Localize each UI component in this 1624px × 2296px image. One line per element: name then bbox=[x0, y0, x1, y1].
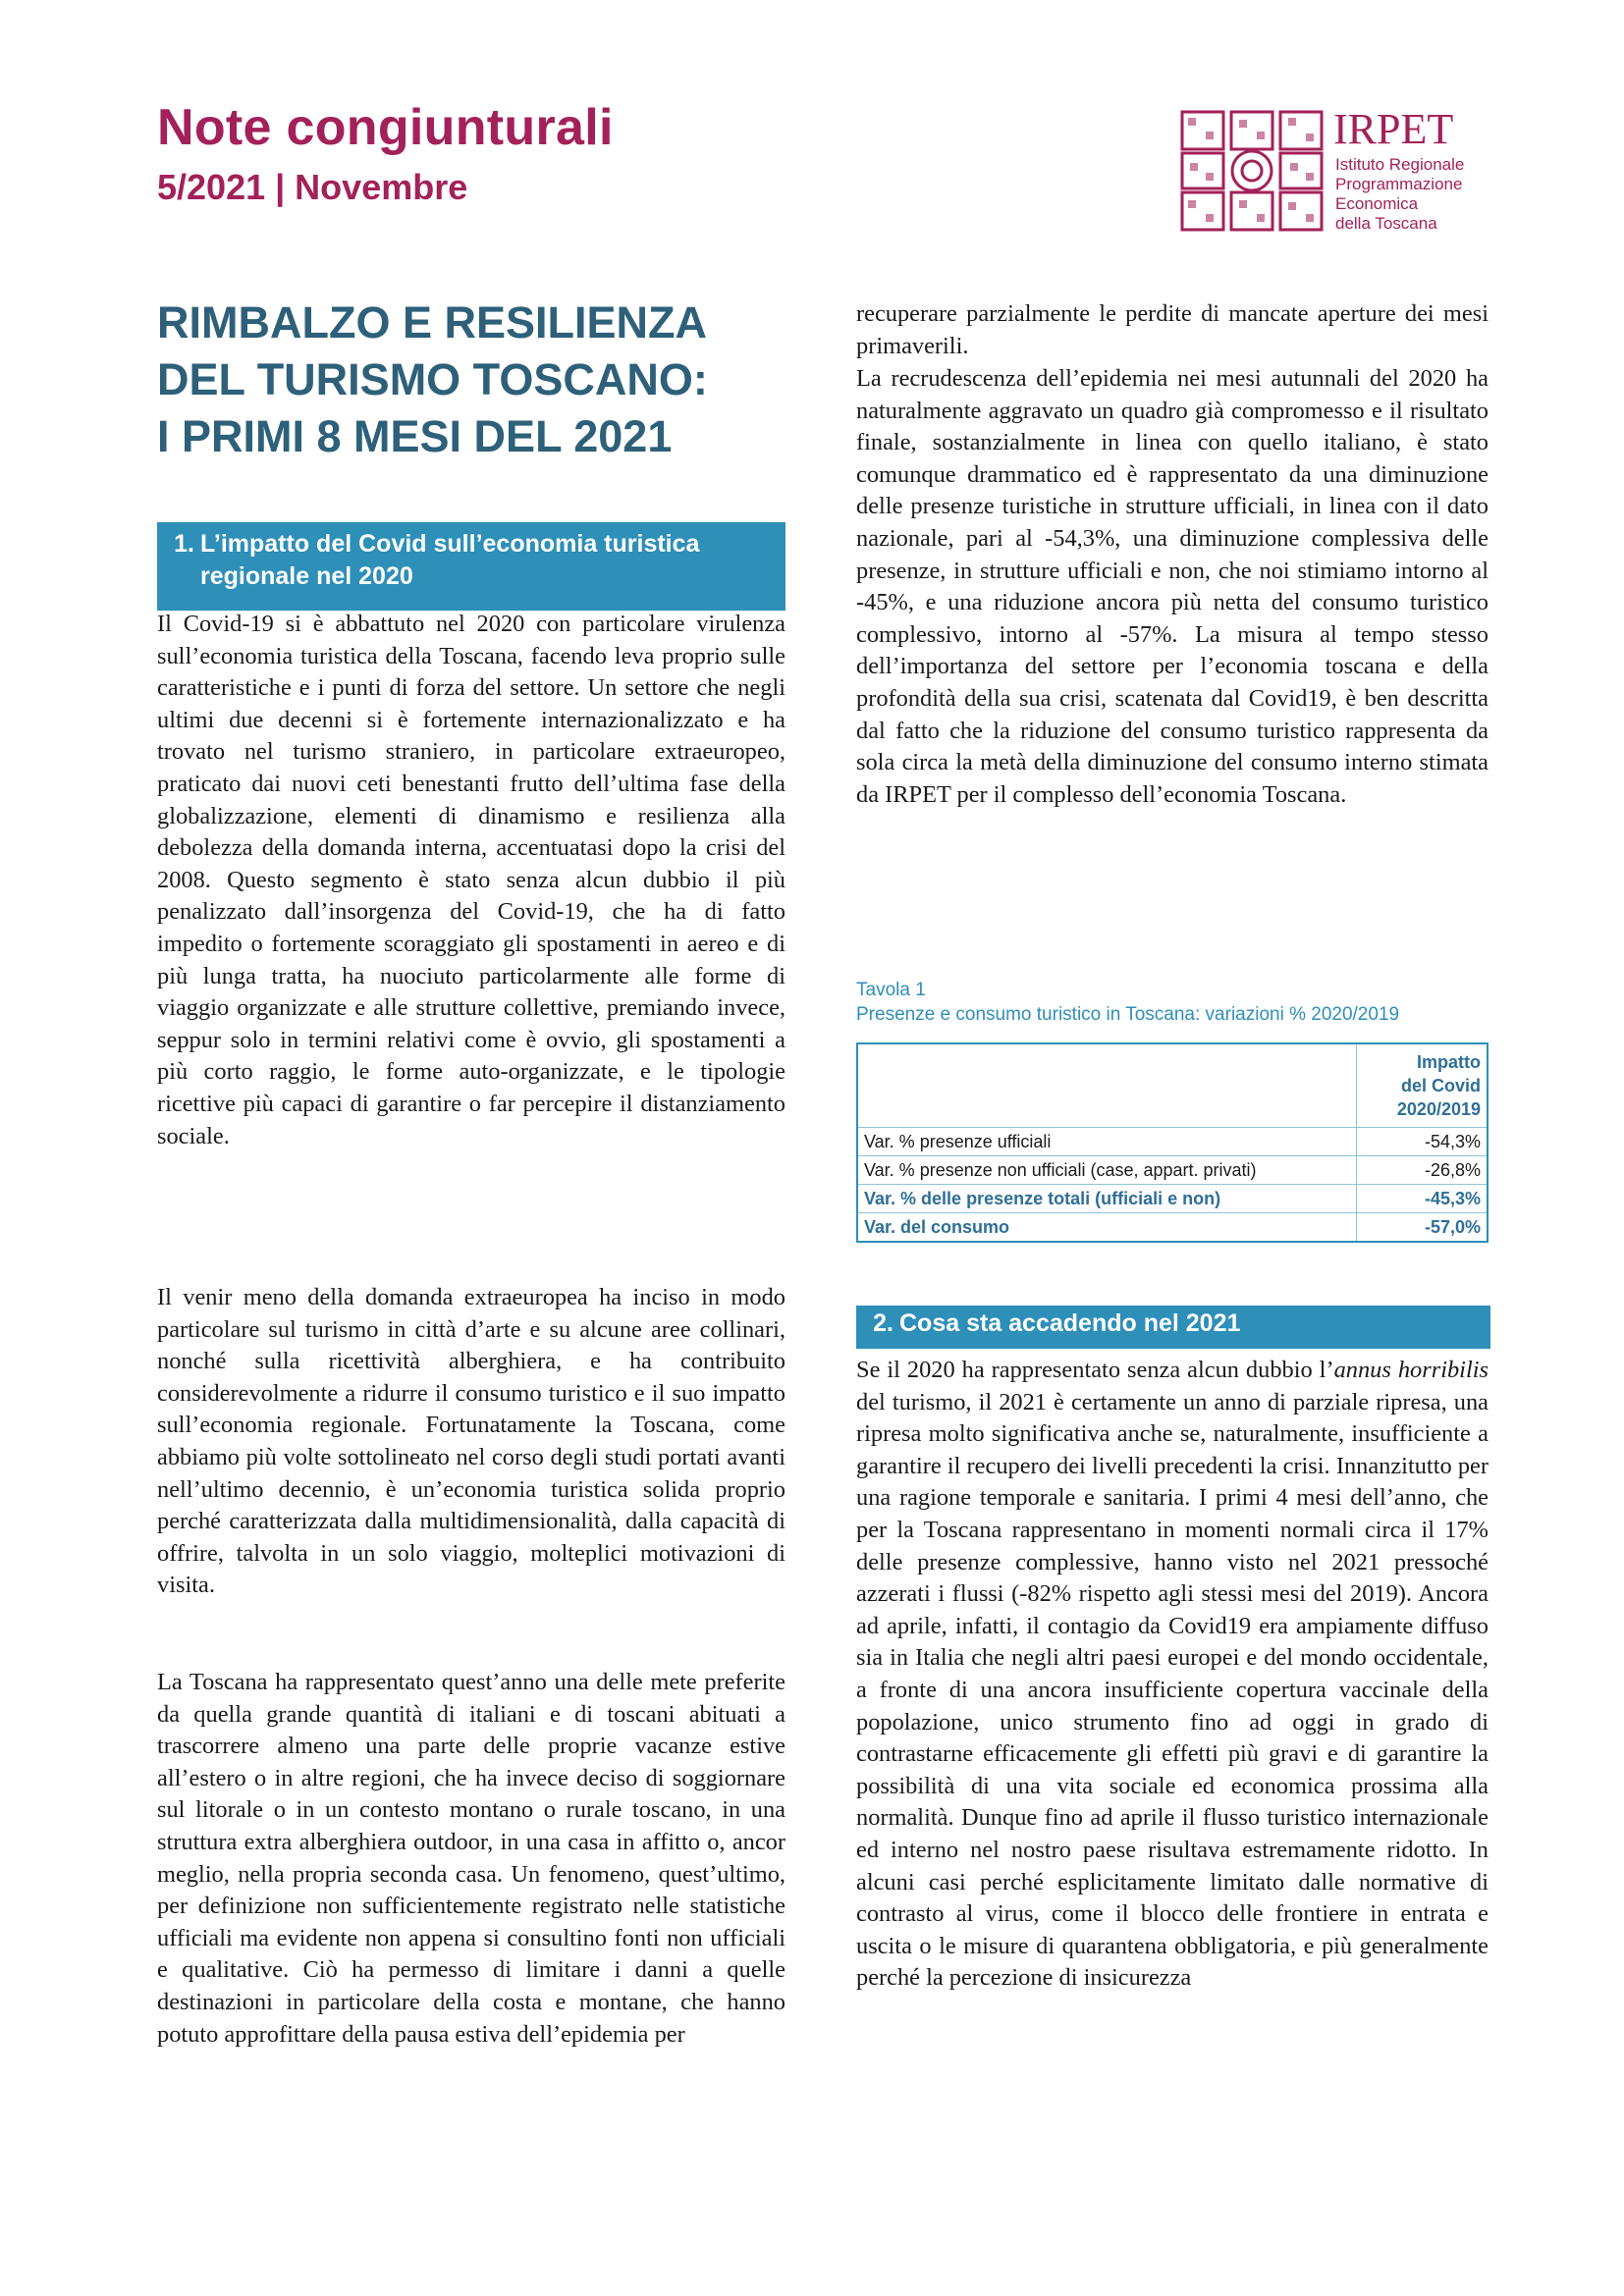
table-row-label: Var. del consumo bbox=[857, 1213, 1357, 1243]
logo-name: IRPET bbox=[1333, 105, 1454, 153]
section-2-heading bbox=[856, 1306, 1490, 1349]
section-number: 2. bbox=[873, 1309, 893, 1337]
table-row bbox=[857, 1128, 1488, 1156]
table-row-label: Var. % delle presenze totali (ufficiali e non) bbox=[857, 1185, 1357, 1213]
table-row-value: -54,3% bbox=[1357, 1128, 1489, 1156]
article-title-line: I PRIMI 8 MESI DEL 2021 bbox=[157, 411, 673, 461]
paragraph-italic-text: annus horribilis bbox=[1333, 1357, 1489, 1383]
irpet-logo bbox=[1178, 105, 1492, 236]
body-paragraph: recuperare parzialmente le perdite di mancate aperture dei mesi primaverili. bbox=[856, 300, 1489, 359]
table-row-value: -57,0% bbox=[1357, 1213, 1489, 1243]
table-header-row bbox=[857, 1043, 1488, 1128]
article-title bbox=[157, 294, 708, 465]
table-row bbox=[857, 1213, 1488, 1243]
tourism-variation-table bbox=[856, 1042, 1489, 1243]
article-title-line: DEL TURISMO TOSCANO: bbox=[157, 354, 708, 404]
table-row bbox=[857, 1185, 1488, 1213]
table-header-line: 2020/2019 bbox=[1396, 1099, 1481, 1119]
table-header-line: del Covid bbox=[1400, 1076, 1481, 1095]
body-paragraph bbox=[856, 1355, 1489, 1995]
table-caption-subtitle: Presenze e consumo turistico in Toscana: variazioni % 2020/2019 bbox=[856, 1004, 1400, 1025]
body-paragraph: Il venir meno della domanda extraeuropea ha inciso in modo particolare sul turismo in città d’arte e su alcune aree collinari, nonché sulla ricettività alberghiera, e ha contribuito considerevolmente a ridurre il consumo turistico e il suo impatto sull’economia regionale. Fortunatamente la Toscana, come abbiamo più volte sottolineato nel corso degli studi portati avanti nell’ultimo decennio, è un’economia turistica solida proprio perché caratterizzata dalla multidimensionalità, dalla capacità di offrire, talvolta in un solo viaggio, molteplici motivazioni di visita. bbox=[157, 1284, 785, 1599]
table-row bbox=[857, 1156, 1488, 1185]
publication-title: Note congiunturali bbox=[157, 99, 614, 156]
section-title: Cosa sta accadendo nel 2021 bbox=[899, 1309, 1241, 1337]
section-title: L’impatto del Covid sull’economia turistica regionale nel 2020 bbox=[200, 530, 700, 590]
section-number: 1. bbox=[174, 530, 194, 558]
table-caption bbox=[856, 978, 1399, 1027]
table-header-impact bbox=[1357, 1043, 1489, 1128]
table-row-value: -26,8% bbox=[1357, 1156, 1489, 1185]
article-title-line: RIMBALZO E RESILIENZA bbox=[157, 297, 707, 347]
paragraph-text: del turismo, il 2021 è certamente un anno di parziale ripresa, una ripresa molto significativa anche se, naturalmente, insufficiente a garantire il recupero dei livelli precedenti la crisi. Innanzitutto per una ragione temporale e sanitaria. I primi 4 mesi dell’anno, che per la Toscana rappresentano in momenti normali circa il 17% delle presenze complessive, hanno visto nel 2021 pressoché azzerati i flussi (-82% rispetto agli stessi mesi del 2019). Ancora ad aprile, infatti, il contagio da Covid19 era ampiamente diffuso sia in Italia che negli altri paesi europei e del mondo occidentale, a fronte di una ancora insufficiente copertura vaccinale della popolazione, unico strumento fino ad oggi in grado di contrastarne efficacemente gli effetti più gravi e di garantire la possibilità di una vita sociale ed economica prossima alla normalità. Dunque fino ad aprile il flusso turistico internazionale ed interno nel nostro paese risultava estremamente ridotto. In alcuni casi perché esplicitamente limitato dalle normative di contrasto al virus, come il blocco delle frontiere in entrata e uscita o le misure di quarantena obbligatoria, e più generalmente perché la percezione di insicurezza bbox=[856, 1388, 1489, 1992]
logo-desc-line: della Toscana bbox=[1335, 214, 1437, 233]
paragraph-text: Se il 2020 ha rappresentato senza alcun dubbio l’ bbox=[856, 1357, 1334, 1383]
table-caption-title: Tavola 1 bbox=[856, 980, 926, 1000]
table-row-label: Var. % presenze non ufficiali (case, appart. privati) bbox=[857, 1156, 1357, 1185]
body-paragraph: Il Covid-19 si è abbattuto nel 2020 con particolare virulenza sull’economia turistica della Toscana, facendo leva proprio sulle caratteristiche e i punti di forza del settore. Un settore che negli ultimi due decenni si è fortemente internazionalizzato e ha trovato nel turismo straniero, in particolare extraeuropeo, praticato dai nuovi ceti benestanti frutto dell’ultima fase della globalizzazione, elementi di dinamismo e resilienza alla debolezza della domanda interna, accentuatasi dopo la crisi del 2008. Questo segmento è stato senza alcun dubbio il più penalizzato dall’insorgenza del Covid-19, che ha di fatto impedito o fortemente scoraggiato gli spostamenti in aereo e di più lunga tratta, ha nuociuto particolarmente alle forme di viaggio organizzate e alle strutture collettive, premiando invece, seppur solo in termini relativi come è ovvio, gli spostamenti a più corto raggio, le forme auto-organizzate, e le tipologie ricettive più capaci di garantire o far percepire il distanziamento sociale. bbox=[157, 611, 785, 1149]
logo-desc-line: Programmazione bbox=[1335, 175, 1463, 193]
logo-desc-line: Istituto Regionale bbox=[1335, 155, 1465, 174]
logo-description bbox=[1335, 155, 1502, 234]
section-1-heading bbox=[157, 522, 785, 611]
body-paragraph: La recrudescenza dell’epidemia nei mesi autunnali del 2020 ha naturalmente aggravato un quadro già compromesso e il risultato finale, sostanzialmente in linea con quello italiano, è stato comunque drammatico ed è rappresentato da una diminuzione delle presenze turistiche in strutture ufficiali, in linea con il dato nazionale, pari al -54,3%, una diminuzione complessiva delle presenze, in strutture ufficiali e non, che noi stimiamo intorno al -45%, e una riduzione ancora più netta del consumo turistico complessivo, intorno al -57%. La misura al tempo stesso dell’importanza del settore per l’economia toscana e della profondità della sua crisi, scatenata dal Covid19, è ben descritta dal fatto che la riduzione del consumo turistico rappresenta da sola circa la metà della diminuzione del consumo interno stimata da IRPET per il complesso dell’economia Toscana. bbox=[856, 365, 1489, 808]
table-header-empty bbox=[857, 1043, 1357, 1128]
issue-date: 5/2021 | Novembre bbox=[157, 167, 468, 207]
body-paragraph: La Toscana ha rappresentato quest’anno una delle mete preferite da quella grande quantità di italiani e di toscani abituati a trascorrere almeno una parte delle proprie vacanze estive all’estero o in altre regioni, che ha invece deciso di soggiornare sul litorale o in un contesto montano o rurale toscano, in una struttura extra alberghiera outdoor, in una casa in affitto o, ancor meglio, nella propria seconda casa. Un fenomeno, quest’ultimo, per definizione non sufficientemente registrato nelle statistiche ufficiali ma evidente non appena si consultino fonti non ufficiali e qualitative. Ciò ha permesso di limitare i danni a quelle destinazioni in particolare della costa e montane, che hanno potuto approfittare della pausa estiva dell’epidemia per bbox=[157, 1669, 785, 2048]
logo-desc-line: Economica bbox=[1335, 194, 1419, 213]
table-header-line: Impatto bbox=[1417, 1052, 1481, 1072]
table-row-label: Var. % presenze ufficiali bbox=[857, 1128, 1357, 1156]
table-row-value: -45,3% bbox=[1357, 1185, 1489, 1213]
irpet-emblem-icon bbox=[1178, 108, 1326, 234]
